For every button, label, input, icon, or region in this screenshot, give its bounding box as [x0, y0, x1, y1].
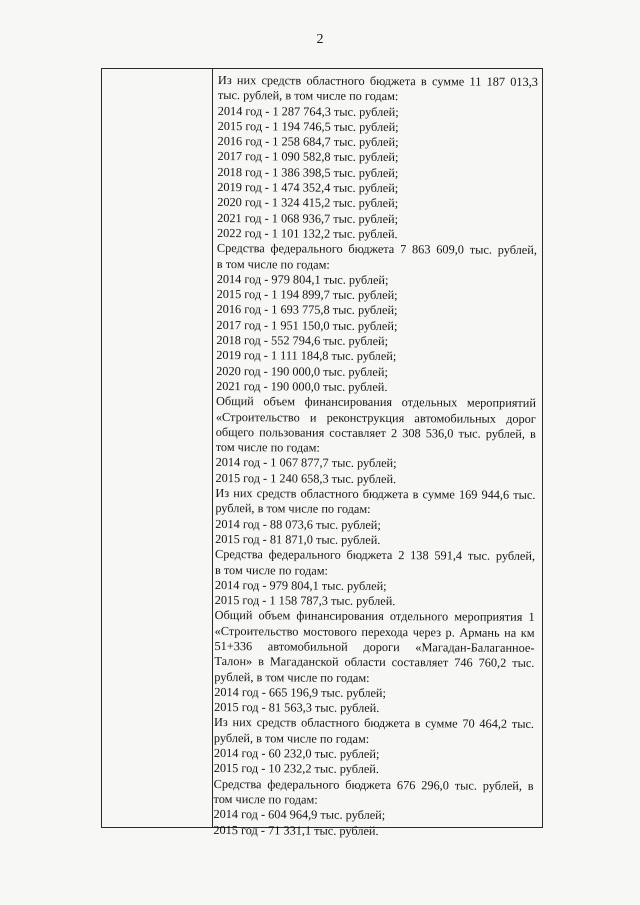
column-divider — [212, 69, 213, 827]
text-line: «Строительство и реконструкция автомобильных дорог — [215, 409, 536, 426]
document-table — [101, 68, 543, 838]
text-line: рублей, в том числе по годам: — [213, 730, 370, 746]
text-line: 2022 год - 1 101 132,2 тыс. рублей. — [216, 225, 398, 242]
text-line: 2014 год - 1 067 877,7 тыс. рублей; — [215, 455, 397, 471]
text-line: 2017 год - 1 090 582,8 тыс. рублей; — [217, 149, 399, 165]
text-line: 2014 год - 1 287 764,3 тыс. рублей; — [217, 103, 399, 119]
text-line: 2015 год - 1 240 658,3 тыс. рублей. — [215, 470, 397, 486]
text-line: Общий объем финансирования отдельного мероприятия 1 — [214, 608, 535, 625]
text-line: 2014 год - 979 804,1 тыс. рублей; — [216, 271, 389, 287]
text-line: 2021 год - 190 000,0 тыс. рублей. — [216, 378, 388, 394]
table-content-cell — [213, 73, 538, 840]
text-line: 2019 год - 1 111 184,8 тыс. рублей; — [216, 348, 397, 364]
text-line: 2015 год - 10 232,2 тыс. рублей. — [213, 761, 380, 777]
text-line: Талон» в Магаданской области составляет 746 760,2 тыс. — [214, 654, 535, 671]
text-line: 2015 год - 1 194 899,7 тыс. рублей; — [216, 287, 398, 303]
text-line: 51+336 автомобильной дороги «Магадан-Балаганное- — [214, 638, 535, 655]
text-line: том числе по годам: — [213, 791, 318, 807]
text-line: 2020 год - 190 000,0 тыс. рублей; — [216, 363, 388, 379]
text-line: 2015 год - 81 563,3 тыс. рублей. — [214, 700, 380, 716]
text-line: 2016 год - 1 693 775,8 тыс. рублей; — [216, 302, 398, 318]
text-line: 2018 год - 1 386 398,5 тыс. рублей; — [217, 164, 399, 180]
text-line: том числе по годам: — [215, 440, 320, 455]
text-line: 2021 год - 1 068 936,7 тыс. рублей; — [217, 210, 399, 226]
text-line: в том числе по годам: — [216, 256, 330, 272]
text-line: 2014 год - 604 964,9 тыс. рублей; — [213, 807, 386, 823]
text-line: Из них средств областного бюджета в сумме 11 187 013,3 — [217, 73, 538, 89]
text-line: в том числе по годам: — [214, 562, 329, 578]
page-number: 2 — [316, 32, 324, 47]
text-line: 2015 год - 1 158 787,3 тыс. рублей. — [214, 593, 396, 609]
text-line: рублей, в том числе по годам: — [215, 501, 371, 517]
text-line: «Строительство мостового перехода через р. Армань на км — [214, 623, 535, 640]
text-line: 2015 год - 81 871,0 тыс. рублей. — [215, 531, 381, 547]
text-line: 2019 год - 1 474 352,4 тыс. рублей; — [217, 180, 399, 196]
text-line: 2014 год - 88 073,6 тыс. рублей; — [215, 516, 381, 532]
text-line: 2014 год - 979 804,1 тыс. рублей; — [214, 577, 387, 593]
text-line: Средства федерального бюджета 2 138 591,4 тыс. рублей, — [215, 547, 536, 564]
text-line: общего пользования составляет 2 308 536,0 тыс. рублей, в — [215, 424, 536, 441]
text-line: 2015 год - 1 194 746,5 тыс. рублей; — [217, 118, 399, 134]
text-line: Общий объем финансирования отдельных мероприятий — [215, 394, 537, 411]
text-line: 2015 год - 71 331,1 тыс. рублей. — [213, 822, 379, 838]
text-line: тыс. рублей, в том числе по годам: — [217, 88, 399, 104]
text-line: 2017 год - 1 951 150,0 тыс. рублей; — [216, 317, 398, 333]
text-line: Из них средств областного бюджета в сумме 169 944,6 тыс. — [215, 486, 536, 502]
text-line: 2014 год - 60 232,0 тыс. рублей; — [213, 746, 380, 762]
text-line: 2020 год - 1 324 415,2 тыс. рублей; — [217, 195, 399, 211]
text-line: Средства федерального бюджета 7 863 609,0 тыс. рублей, — [216, 241, 537, 258]
text-line: Средства федерального бюджета 676 296,0 тыс. рублей, в — [213, 776, 534, 793]
text-line: Из них средств областного бюджета в сумме 70 464,2 тыс. — [213, 715, 535, 732]
text-line: 2018 год - 552 794,6 тыс. рублей; — [216, 333, 389, 349]
text-line: рублей, в том числе по годам: — [214, 669, 370, 685]
text-line: 2016 год - 1 258 684,7 тыс. рублей; — [217, 134, 399, 150]
text-line: 2014 год - 665 196,9 тыс. рублей; — [214, 684, 386, 700]
